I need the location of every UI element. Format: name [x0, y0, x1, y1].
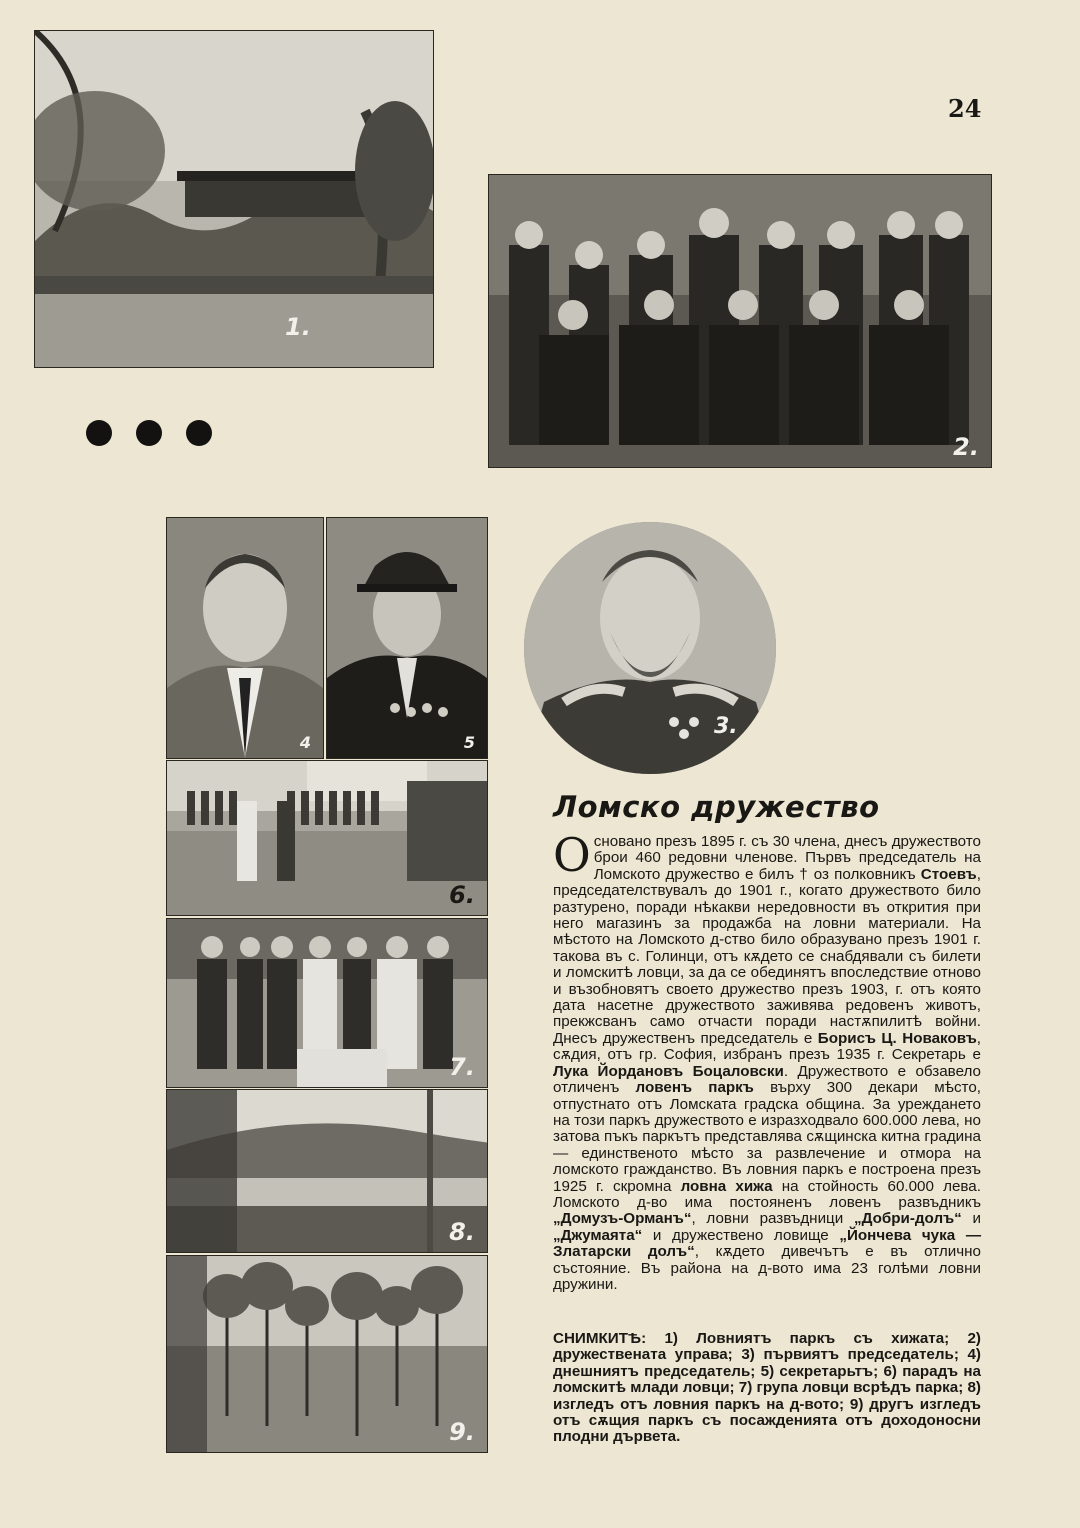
photo-number: 9.: [449, 1418, 475, 1446]
photo-first-chairman: [524, 522, 776, 774]
term-dzhumayata: „Джумаята“: [553, 1226, 643, 1244]
name-stoev: Стоевъ: [920, 865, 977, 883]
photo-hunters-group: [166, 918, 488, 1088]
page-number: 24: [948, 94, 982, 123]
photo-current-chairman: [166, 517, 324, 759]
name-botsalovski: Лука Йордановъ Боцаловски: [553, 1062, 784, 1080]
photo-number: 2.: [953, 433, 979, 461]
article-title: Ломско дружество: [553, 790, 880, 824]
photo-number: 4: [299, 733, 311, 752]
photo-number: 5: [463, 733, 475, 752]
photo-number: 6.: [449, 881, 475, 909]
photo-captions: СНИМКИТѢ: 1) Ловниятъ паркъ съ хижата; 2) дружествената управа; 3) първиятъ председатель; 4) днешниятъ председатель; 5) секретарьтъ; 6) парадъ на ломскитѣ млади ловци; 7) група ловци всрѣдъ парка; 8) изгледъ отъ ловния паркъ на д-вото; 9) другъ изгледъ отъ сѫщия паркъ съ посажденията отъ доходоносни плодни дървета.: [553, 1330, 981, 1446]
article-body: Основано презъ 1895 г. съ 30 члена, днесъ дружеството брои 460 редовни членове. Първъ председатель на Ломското дружество е билъ † оз полковникъ Стоевъ, председателствувалъ до 1901 г., когато дружеството било разтурено, поради нѣкакви нередовности въ открития при него магазинъ за продажба на ловни материали. На мѣстото на Ломското д-ство било образувано презъ 1901 г. такова въ с. Голинци, отъ кѫдето се снабдявали съ билети и ломскитѣ ловци, за да се обединятъ впоследствие отново и възобновятъ своето дружество презъ 1903, г. отъ която дата насетне дружеството заживява редовенъ животъ, прекжсванъ само отчасти поради настѫпилитѣ войни. Днесъ дружественъ председатель е Борисъ Ц. Новаковъ, сѫдия, отъ гр. София, избранъ презъ 1935 г. Секретарь е Лука Йордановъ Боцаловски. Дружеството е обзавело отличенъ ловенъ паркъ върху 300 декари мѣсто, отпустнато отъ Ломската градска община. За уреждането на този паркъ дружеството е изразходвало 600.000 лева, но затова пъкъ паркътъ представлява сѫщинска китна градина — единственото мѣсто за развлечение и отмора на ломското гражданство. Въ ловния паркъ е построена презъ 1925 г. скромна ловна хижа на стойность 60.000 лева. Ломското д-во има постояненъ ловенъ развъдникъ „Домузъ-Орманъ“, ловни развъдници „Добри-долъ“ и „Джумаята“ и дружествено ловище „Йончева чука — Златарски долъ“, кѫдето дивечътъ е въ отлично състояние. Въ района на д-вото има 23 голѣми ловни дружини.: [553, 828, 982, 1293]
photo-number: 1.: [285, 313, 311, 341]
term-hunting-hut: ловна хижа: [680, 1177, 773, 1195]
dot: [186, 420, 212, 446]
term-dobri-dol: „Добри-долъ“: [853, 1210, 962, 1228]
dot: [136, 420, 162, 446]
photo-young-hunters-parade: [166, 760, 488, 916]
term-domuz-orman: „Домузъ-Орманъ“: [553, 1210, 692, 1228]
decorative-dots: [86, 420, 212, 446]
term-hunting-park: ловенъ паркъ: [635, 1079, 754, 1097]
photo-society-board: [488, 174, 992, 468]
term-yoncheva-chuka: „Йончева чука — Златарски долъ“: [553, 1226, 982, 1261]
photo-park-view-lake: [166, 1089, 488, 1253]
photo-park-fruit-trees: [166, 1255, 488, 1453]
drop-cap: О: [553, 828, 591, 882]
dot: [86, 420, 112, 446]
photo-number: 3.: [714, 714, 738, 739]
photo-secretary: [326, 517, 488, 759]
name-novakov: Борисъ Ц. Новаковъ: [817, 1029, 977, 1047]
photo-number: 8.: [449, 1218, 475, 1246]
photo-number: 7.: [449, 1053, 475, 1081]
photo-hunting-park-hut: [34, 30, 434, 368]
